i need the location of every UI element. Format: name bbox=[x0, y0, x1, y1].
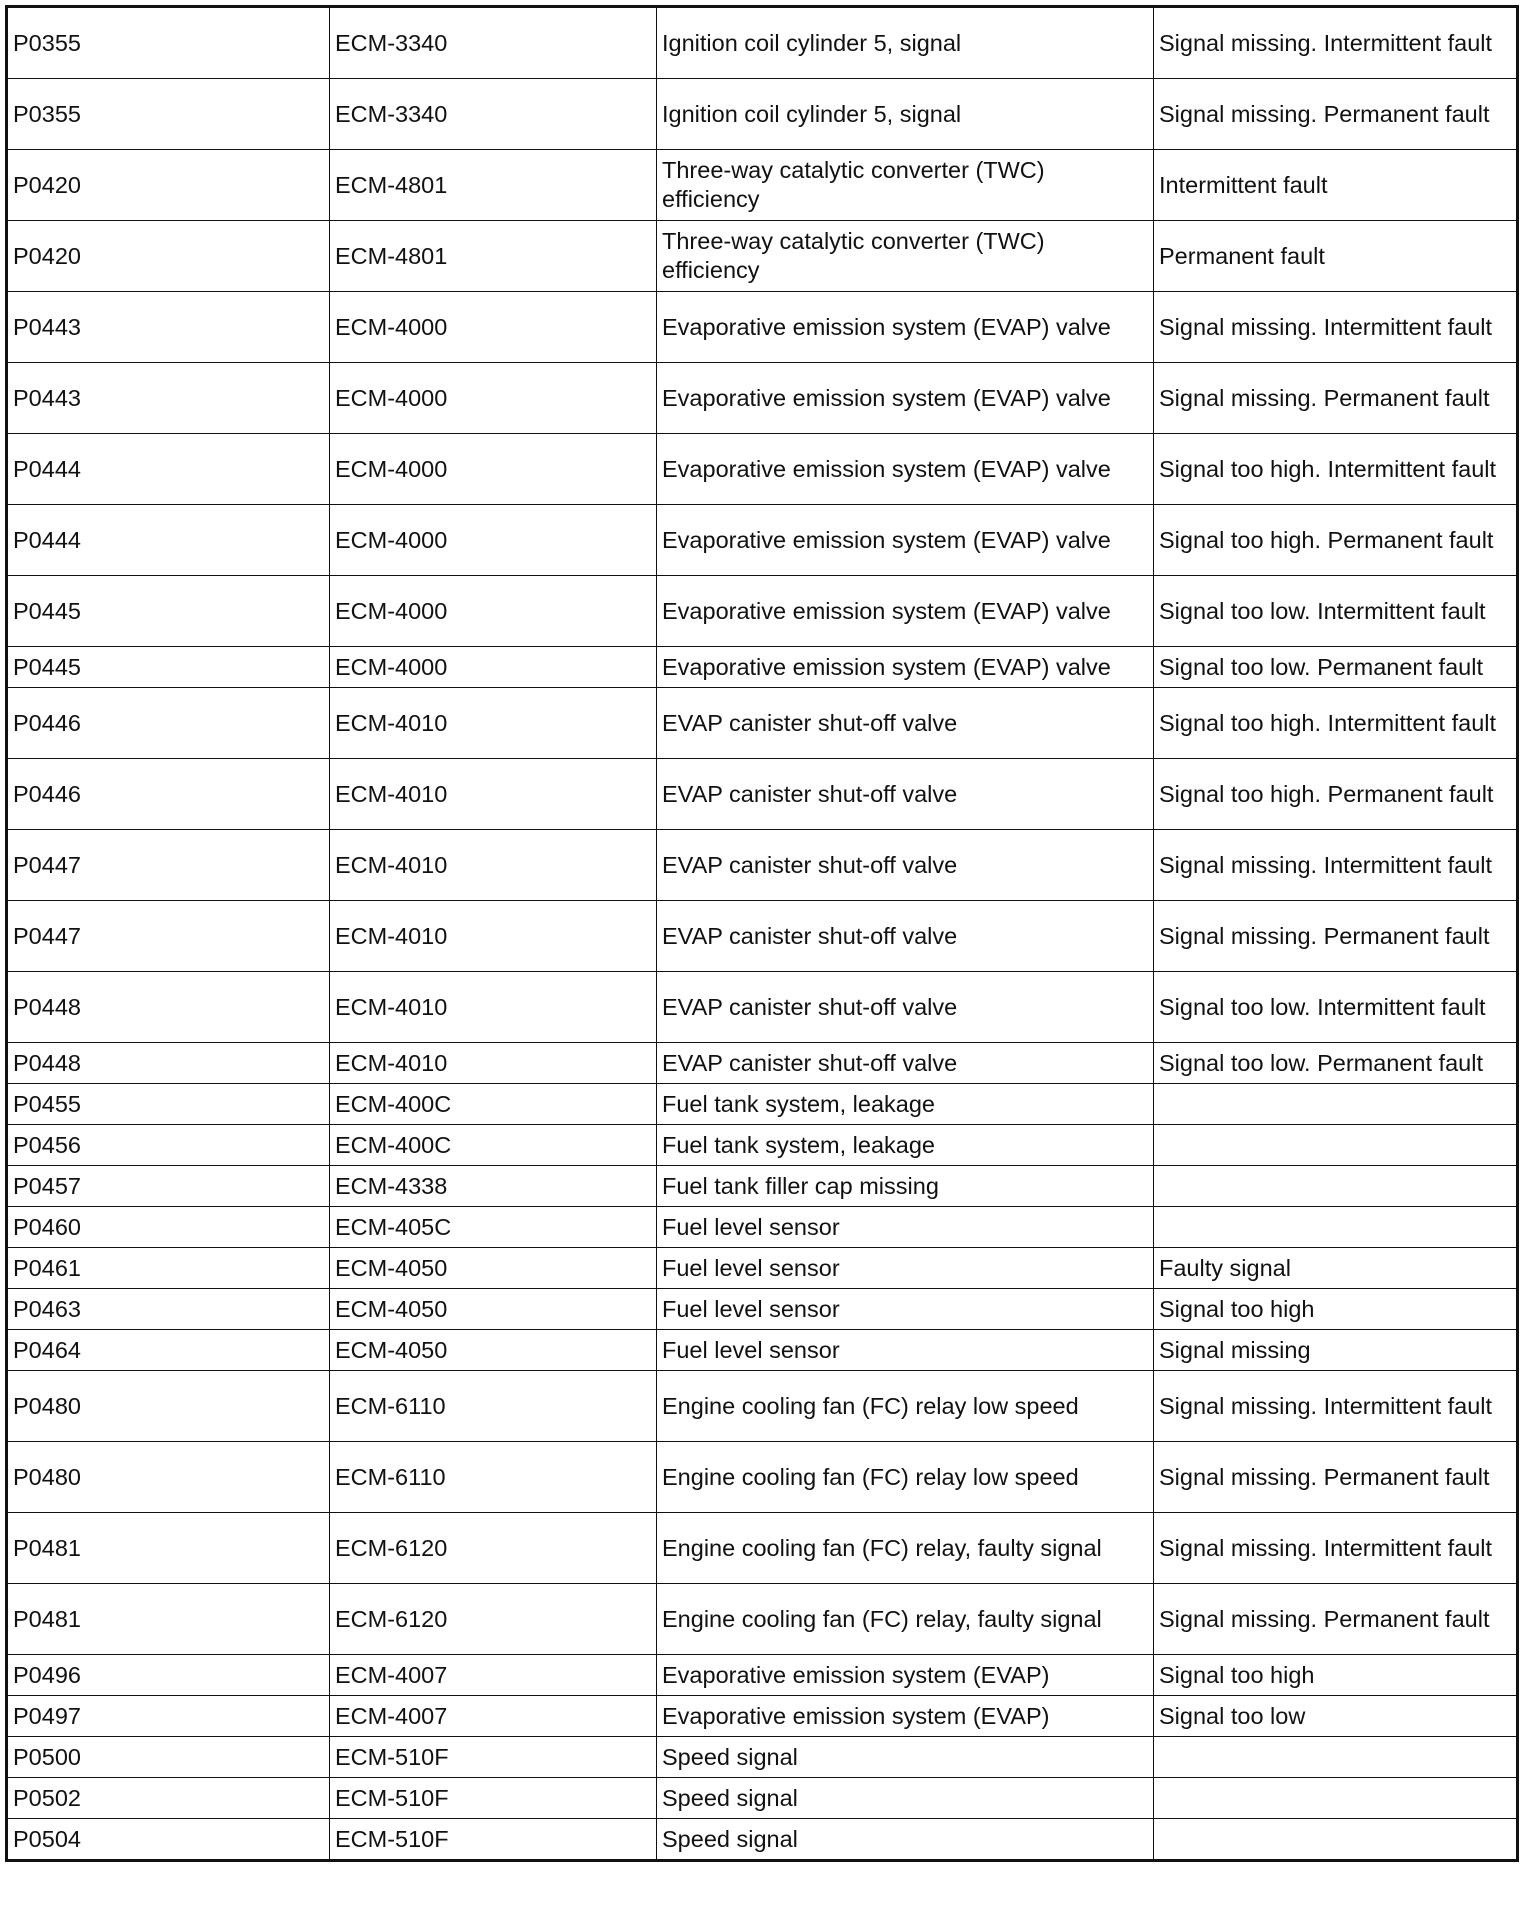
ecm-code-cell: ECM-400C bbox=[330, 1125, 657, 1166]
ecm-code-cell: ECM-4338 bbox=[330, 1166, 657, 1207]
fault-description-cell: Signal too low. Intermittent fault bbox=[1154, 576, 1518, 647]
dtc-code-cell: P0497 bbox=[7, 1696, 330, 1737]
dtc-code-cell: P0446 bbox=[7, 688, 330, 759]
table-row bbox=[7, 1737, 1518, 1778]
table-row bbox=[7, 1371, 1518, 1442]
fault-description-cell bbox=[1154, 1819, 1518, 1861]
ecm-code-cell: ECM-3340 bbox=[330, 7, 657, 79]
fault-description-cell: Signal too low bbox=[1154, 1696, 1518, 1737]
ecm-code-cell: ECM-4000 bbox=[330, 363, 657, 434]
component-cell: Engine cooling fan (FC) relay, faulty signal bbox=[657, 1513, 1154, 1584]
dtc-code-cell: P0500 bbox=[7, 1737, 330, 1778]
dtc-code-cell: P0444 bbox=[7, 434, 330, 505]
fault-description-cell: Signal missing. Intermittent fault bbox=[1154, 292, 1518, 363]
ecm-code-cell: ECM-405C bbox=[330, 1207, 657, 1248]
component-cell: EVAP canister shut-off valve bbox=[657, 759, 1154, 830]
table-row bbox=[7, 1125, 1518, 1166]
ecm-code-cell: ECM-510F bbox=[330, 1778, 657, 1819]
component-cell: EVAP canister shut-off valve bbox=[657, 901, 1154, 972]
fault-description-cell: Signal missing. Permanent fault bbox=[1154, 901, 1518, 972]
table-row bbox=[7, 972, 1518, 1043]
dtc-code-cell: P0446 bbox=[7, 759, 330, 830]
ecm-code-cell: ECM-3340 bbox=[330, 79, 657, 150]
dtc-code-cell: P0448 bbox=[7, 972, 330, 1043]
component-cell: Fuel tank system, leakage bbox=[657, 1125, 1154, 1166]
ecm-code-cell: ECM-4801 bbox=[330, 221, 657, 292]
fault-description-cell: Signal missing. Permanent fault bbox=[1154, 1442, 1518, 1513]
fault-description-cell: Signal missing. Intermittent fault bbox=[1154, 1513, 1518, 1584]
component-cell: Speed signal bbox=[657, 1778, 1154, 1819]
fault-description-cell bbox=[1154, 1084, 1518, 1125]
table-row bbox=[7, 505, 1518, 576]
table-row bbox=[7, 830, 1518, 901]
component-cell: EVAP canister shut-off valve bbox=[657, 1043, 1154, 1084]
dtc-code-cell: P0443 bbox=[7, 292, 330, 363]
component-cell: Evaporative emission system (EVAP) valve bbox=[657, 576, 1154, 647]
component-cell: Fuel level sensor bbox=[657, 1330, 1154, 1371]
table-row bbox=[7, 7, 1518, 79]
fault-description-cell: Signal missing. Intermittent fault bbox=[1154, 830, 1518, 901]
component-cell: EVAP canister shut-off valve bbox=[657, 830, 1154, 901]
ecm-code-cell: ECM-4000 bbox=[330, 647, 657, 688]
ecm-code-cell: ECM-4000 bbox=[330, 292, 657, 363]
table-row bbox=[7, 1166, 1518, 1207]
dtc-code-cell: P0420 bbox=[7, 150, 330, 221]
dtc-table bbox=[5, 5, 1519, 1862]
component-cell: Three-way catalytic converter (TWC) efficiency bbox=[657, 221, 1154, 292]
component-cell: Fuel level sensor bbox=[657, 1207, 1154, 1248]
table-row bbox=[7, 1513, 1518, 1584]
ecm-code-cell: ECM-4000 bbox=[330, 505, 657, 576]
fault-description-cell: Signal too low. Permanent fault bbox=[1154, 647, 1518, 688]
component-cell: Evaporative emission system (EVAP) valve bbox=[657, 434, 1154, 505]
component-cell: Speed signal bbox=[657, 1819, 1154, 1861]
fault-description-cell: Signal missing. Intermittent fault bbox=[1154, 1371, 1518, 1442]
fault-description-cell: Signal too low. Intermittent fault bbox=[1154, 972, 1518, 1043]
table-row bbox=[7, 1778, 1518, 1819]
dtc-code-cell: P0455 bbox=[7, 1084, 330, 1125]
component-cell: EVAP canister shut-off valve bbox=[657, 688, 1154, 759]
fault-description-cell: Faulty signal bbox=[1154, 1248, 1518, 1289]
dtc-code-cell: P0443 bbox=[7, 363, 330, 434]
fault-description-cell: Signal too high bbox=[1154, 1655, 1518, 1696]
fault-description-cell: Permanent fault bbox=[1154, 221, 1518, 292]
component-cell: Evaporative emission system (EVAP) valve bbox=[657, 647, 1154, 688]
component-cell: Fuel level sensor bbox=[657, 1289, 1154, 1330]
dtc-code-cell: P0502 bbox=[7, 1778, 330, 1819]
component-cell: Fuel level sensor bbox=[657, 1248, 1154, 1289]
table-row bbox=[7, 1819, 1518, 1861]
ecm-code-cell: ECM-400C bbox=[330, 1084, 657, 1125]
component-cell: Ignition coil cylinder 5, signal bbox=[657, 7, 1154, 79]
table-row bbox=[7, 1043, 1518, 1084]
dtc-code-cell: P0447 bbox=[7, 901, 330, 972]
ecm-code-cell: ECM-510F bbox=[330, 1819, 657, 1861]
ecm-code-cell: ECM-6110 bbox=[330, 1371, 657, 1442]
ecm-code-cell: ECM-4050 bbox=[330, 1289, 657, 1330]
table-row bbox=[7, 150, 1518, 221]
table-row bbox=[7, 901, 1518, 972]
dtc-code-cell: P0481 bbox=[7, 1513, 330, 1584]
dtc-code-cell: P0445 bbox=[7, 576, 330, 647]
fault-description-cell bbox=[1154, 1778, 1518, 1819]
ecm-code-cell: ECM-4801 bbox=[330, 150, 657, 221]
component-cell: Engine cooling fan (FC) relay, faulty signal bbox=[657, 1584, 1154, 1655]
dtc-code-cell: P0420 bbox=[7, 221, 330, 292]
dtc-code-cell: P0480 bbox=[7, 1371, 330, 1442]
fault-description-cell bbox=[1154, 1207, 1518, 1248]
table-row bbox=[7, 221, 1518, 292]
table-row bbox=[7, 292, 1518, 363]
component-cell: Engine cooling fan (FC) relay low speed bbox=[657, 1371, 1154, 1442]
ecm-code-cell: ECM-510F bbox=[330, 1737, 657, 1778]
fault-description-cell: Signal missing. Permanent fault bbox=[1154, 79, 1518, 150]
table-row bbox=[7, 1584, 1518, 1655]
ecm-code-cell: ECM-4050 bbox=[330, 1248, 657, 1289]
dtc-code-cell: P0448 bbox=[7, 1043, 330, 1084]
ecm-code-cell: ECM-4010 bbox=[330, 759, 657, 830]
ecm-code-cell: ECM-4010 bbox=[330, 830, 657, 901]
fault-description-cell: Signal missing. Permanent fault bbox=[1154, 363, 1518, 434]
component-cell: Evaporative emission system (EVAP) bbox=[657, 1655, 1154, 1696]
table-row bbox=[7, 363, 1518, 434]
component-cell: Evaporative emission system (EVAP) valve bbox=[657, 363, 1154, 434]
ecm-code-cell: ECM-6120 bbox=[330, 1584, 657, 1655]
fault-description-cell bbox=[1154, 1737, 1518, 1778]
dtc-code-cell: P0355 bbox=[7, 79, 330, 150]
dtc-code-cell: P0461 bbox=[7, 1248, 330, 1289]
dtc-code-cell: P0355 bbox=[7, 7, 330, 79]
fault-description-cell: Signal missing bbox=[1154, 1330, 1518, 1371]
dtc-code-cell: P0445 bbox=[7, 647, 330, 688]
table-row bbox=[7, 79, 1518, 150]
table-row bbox=[7, 1289, 1518, 1330]
ecm-code-cell: ECM-4050 bbox=[330, 1330, 657, 1371]
table-row bbox=[7, 1442, 1518, 1513]
fault-description-cell: Signal missing. Permanent fault bbox=[1154, 1584, 1518, 1655]
fault-description-cell bbox=[1154, 1125, 1518, 1166]
component-cell: Fuel tank filler cap missing bbox=[657, 1166, 1154, 1207]
component-cell: Evaporative emission system (EVAP) valve bbox=[657, 292, 1154, 363]
dtc-code-cell: P0464 bbox=[7, 1330, 330, 1371]
table-row bbox=[7, 1084, 1518, 1125]
dtc-code-cell: P0457 bbox=[7, 1166, 330, 1207]
dtc-table-body bbox=[7, 7, 1518, 1861]
dtc-code-cell: P0444 bbox=[7, 505, 330, 576]
fault-description-cell: Signal too low. Permanent fault bbox=[1154, 1043, 1518, 1084]
ecm-code-cell: ECM-4007 bbox=[330, 1655, 657, 1696]
table-row bbox=[7, 576, 1518, 647]
table-row bbox=[7, 1330, 1518, 1371]
dtc-code-cell: P0480 bbox=[7, 1442, 330, 1513]
ecm-code-cell: ECM-4010 bbox=[330, 901, 657, 972]
fault-description-cell: Signal too high. Permanent fault bbox=[1154, 759, 1518, 830]
dtc-code-cell: P0463 bbox=[7, 1289, 330, 1330]
fault-description-cell: Signal too high bbox=[1154, 1289, 1518, 1330]
fault-description-cell: Signal missing. Intermittent fault bbox=[1154, 7, 1518, 79]
fault-description-cell: Intermittent fault bbox=[1154, 150, 1518, 221]
ecm-code-cell: ECM-6110 bbox=[330, 1442, 657, 1513]
ecm-code-cell: ECM-4010 bbox=[330, 688, 657, 759]
fault-description-cell bbox=[1154, 1166, 1518, 1207]
fault-description-cell: Signal too high. Permanent fault bbox=[1154, 505, 1518, 576]
table-row bbox=[7, 1655, 1518, 1696]
fault-description-cell: Signal too high. Intermittent fault bbox=[1154, 688, 1518, 759]
dtc-code-cell: P0496 bbox=[7, 1655, 330, 1696]
ecm-code-cell: ECM-4010 bbox=[330, 1043, 657, 1084]
ecm-code-cell: ECM-4007 bbox=[330, 1696, 657, 1737]
table-row bbox=[7, 434, 1518, 505]
dtc-code-cell: P0481 bbox=[7, 1584, 330, 1655]
component-cell: Evaporative emission system (EVAP) valve bbox=[657, 505, 1154, 576]
fault-description-cell: Signal too high. Intermittent fault bbox=[1154, 434, 1518, 505]
dtc-code-cell: P0504 bbox=[7, 1819, 330, 1861]
table-row bbox=[7, 759, 1518, 830]
table-row bbox=[7, 1207, 1518, 1248]
table-row bbox=[7, 647, 1518, 688]
ecm-code-cell: ECM-6120 bbox=[330, 1513, 657, 1584]
dtc-code-cell: P0456 bbox=[7, 1125, 330, 1166]
component-cell: Ignition coil cylinder 5, signal bbox=[657, 79, 1154, 150]
component-cell: EVAP canister shut-off valve bbox=[657, 972, 1154, 1043]
table-row bbox=[7, 1696, 1518, 1737]
component-cell: Three-way catalytic converter (TWC) efficiency bbox=[657, 150, 1154, 221]
dtc-code-cell: P0447 bbox=[7, 830, 330, 901]
dtc-code-cell: P0460 bbox=[7, 1207, 330, 1248]
component-cell: Engine cooling fan (FC) relay low speed bbox=[657, 1442, 1154, 1513]
table-row bbox=[7, 1248, 1518, 1289]
ecm-code-cell: ECM-4010 bbox=[330, 972, 657, 1043]
ecm-code-cell: ECM-4000 bbox=[330, 434, 657, 505]
component-cell: Speed signal bbox=[657, 1737, 1154, 1778]
component-cell: Fuel tank system, leakage bbox=[657, 1084, 1154, 1125]
table-row bbox=[7, 688, 1518, 759]
ecm-code-cell: ECM-4000 bbox=[330, 576, 657, 647]
component-cell: Evaporative emission system (EVAP) bbox=[657, 1696, 1154, 1737]
